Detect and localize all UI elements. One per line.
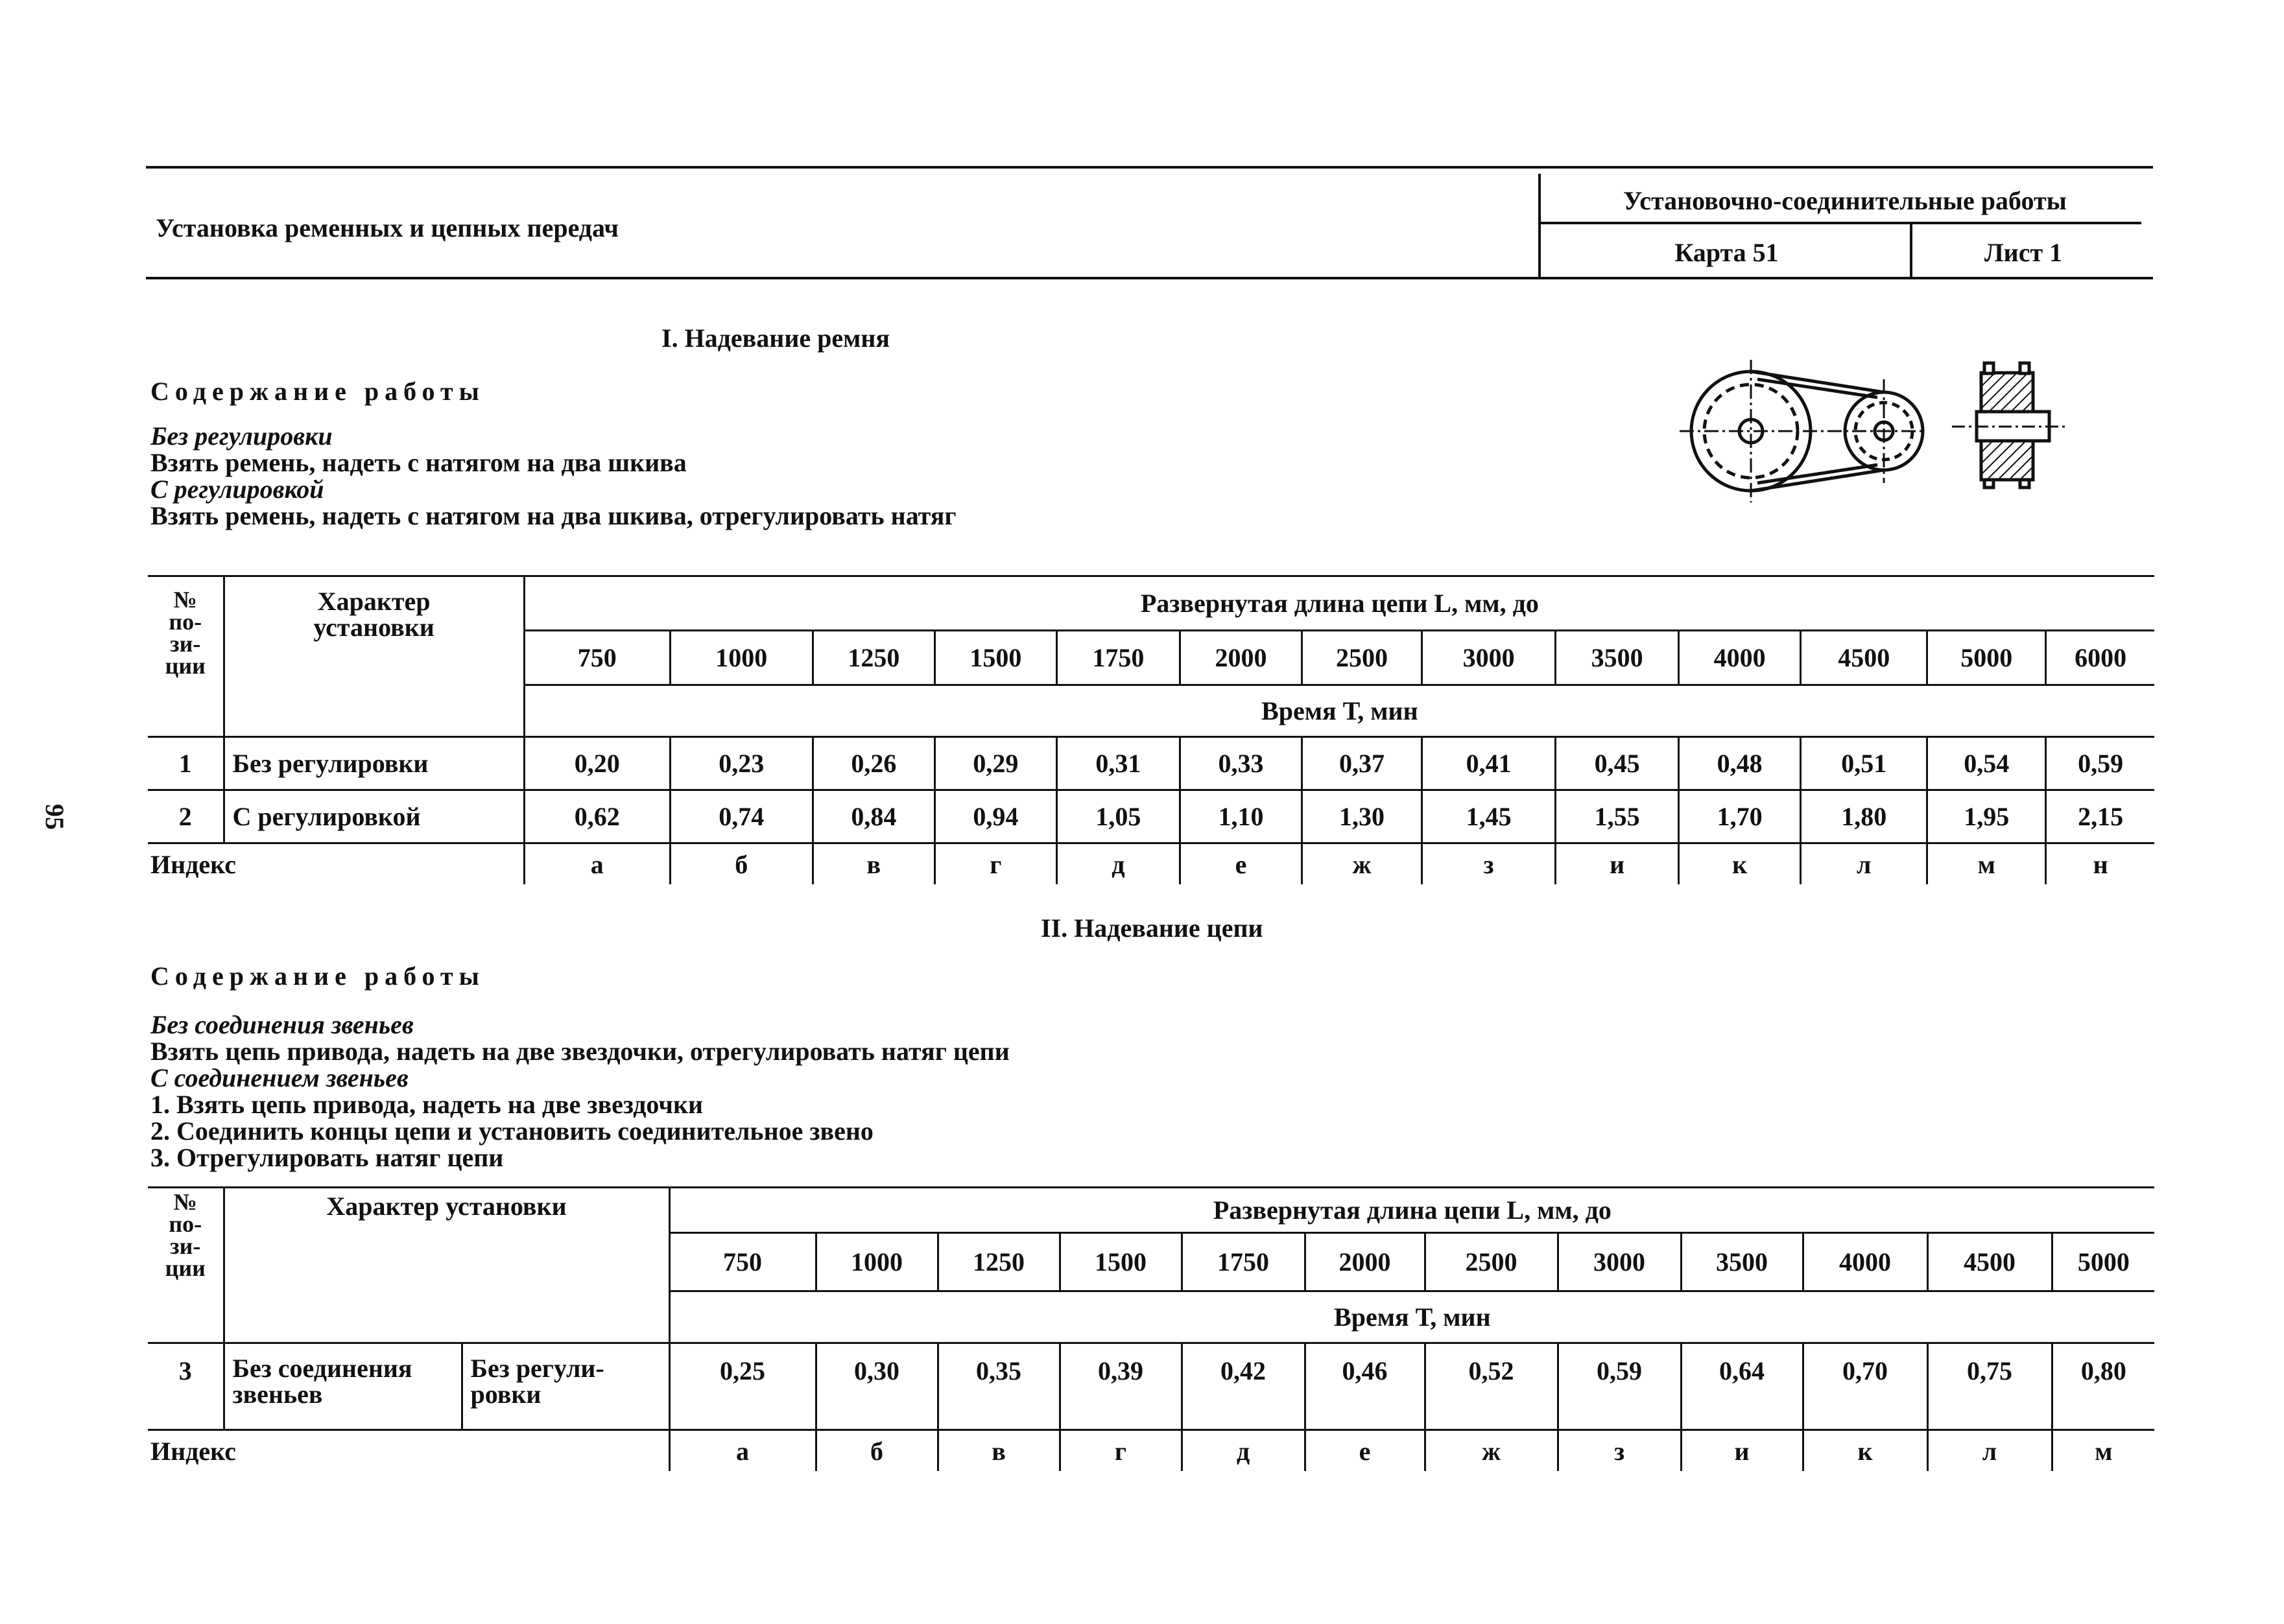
index-cell: л (1927, 1430, 2052, 1472)
length-cell: 750 (669, 1233, 816, 1291)
value-cell: 0,94 (934, 790, 1056, 843)
index-cell: а (524, 843, 670, 885)
sheet-label: Лист 1 (1984, 238, 2063, 267)
value-cell: 1,80 (1801, 790, 1927, 843)
index-label: Индекс (148, 1430, 669, 1472)
header-bottom-rule (146, 277, 2153, 279)
col-pos-header: № по- зи- ции (148, 576, 224, 737)
value-cell: 0,25 (669, 1343, 816, 1430)
section2-heading: II. Надевание цепи (1041, 913, 1263, 943)
section2-content-title: Содержание работы (150, 961, 485, 991)
length-cell: 3000 (1558, 1233, 1681, 1291)
value-cell: 1,05 (1056, 790, 1180, 843)
table-chain (148, 1186, 2154, 1471)
index-cell: г (1060, 1430, 1182, 1472)
index-cell: к (1679, 843, 1801, 885)
length-cell: 5000 (2052, 1233, 2154, 1291)
length-cell: 1250 (813, 631, 934, 685)
index-cell: з (1422, 843, 1556, 885)
value-cell: 0,52 (1425, 1343, 1558, 1430)
value-cell: 0,54 (1927, 737, 2046, 790)
value-cell: 0,35 (938, 1343, 1060, 1430)
category-label: Установочно-соединительные работы (1623, 186, 2067, 215)
header-mid-rule (1538, 222, 2141, 224)
sprocket-section-diagram (1952, 360, 2069, 489)
doc-title: Установка ременных и цепных передач (156, 213, 619, 242)
value-cell: 1,70 (1679, 790, 1801, 843)
index-cell: б (816, 1430, 938, 1472)
value-cell: 0,59 (1558, 1343, 1681, 1430)
length-cell: 1500 (934, 631, 1056, 685)
length-cell: 6000 (2046, 631, 2154, 685)
length-cell: 4500 (1927, 1233, 2052, 1291)
section2-text (150, 1011, 1010, 1171)
header-divider (1538, 174, 1541, 279)
value-cell: 1,45 (1422, 790, 1556, 843)
table-row (148, 1343, 2154, 1430)
index-cell: ж (1302, 843, 1422, 885)
length-cell: 5000 (1927, 631, 2046, 685)
index-cell: м (2052, 1430, 2154, 1472)
index-cell: ж (1425, 1430, 1558, 1472)
card-label: Карта 51 (1674, 238, 1779, 267)
index-cell: л (1801, 843, 1927, 885)
row-pos: 2 (148, 790, 224, 843)
value-cell: 0,29 (934, 737, 1056, 790)
section1-content-title: Содержание работы (150, 377, 485, 406)
index-cell: и (1681, 1430, 1803, 1472)
value-cell: 0,23 (670, 737, 813, 790)
value-cell: 0,20 (524, 737, 670, 790)
value-cell: 1,30 (1302, 790, 1422, 843)
value-cell: 0,51 (1801, 737, 1927, 790)
table-row (148, 790, 2154, 843)
index-cell: е (1305, 1430, 1425, 1472)
length-cell: 1000 (670, 631, 813, 685)
text-line: С соединением звеньев (150, 1063, 409, 1092)
value-cell: 0,46 (1305, 1343, 1425, 1430)
row-pos: 1 (148, 737, 224, 790)
value-cell: 0,75 (1927, 1343, 2052, 1430)
text-line: Взять ремень, надеть с натягом на два шкива, отрегулировать натяг (150, 501, 957, 530)
value-cell: 0,30 (816, 1343, 938, 1430)
index-label: Индекс (148, 843, 524, 885)
value-cell: 0,41 (1422, 737, 1556, 790)
index-cell: н (2046, 843, 2154, 885)
length-cell: 3500 (1556, 631, 1679, 685)
length-cell: 4000 (1803, 1233, 1927, 1291)
value-cell: 0,80 (2052, 1343, 2154, 1430)
value-cell: 1,55 (1556, 790, 1679, 843)
row-type-b: Без регули- ровки (462, 1343, 669, 1430)
header-card-divider (1910, 223, 1912, 279)
text-line: 1. Взять цепь привода, надеть на две звездочки (150, 1090, 704, 1119)
length-cell: 1250 (938, 1233, 1060, 1291)
page-number: 95 (40, 804, 69, 830)
value-cell: 1,10 (1180, 790, 1302, 843)
text-line: 3. Отрегулировать натяг цепи (150, 1143, 504, 1172)
index-cell: б (670, 843, 813, 885)
value-cell: 0,59 (2046, 737, 2154, 790)
text-line: Взять ремень, надеть с натягом на два шкива (150, 448, 687, 477)
value-cell: 0,84 (813, 790, 934, 843)
index-cell: д (1056, 843, 1180, 885)
table-belt (148, 575, 2154, 884)
length-cell: 1750 (1056, 631, 1180, 685)
index-cell: г (934, 843, 1056, 885)
row-type: Без регулировки (224, 737, 524, 790)
value-cell: 0,48 (1679, 737, 1801, 790)
value-cell: 0,26 (813, 737, 934, 790)
index-cell: и (1556, 843, 1679, 885)
value-cell: 0,74 (670, 790, 813, 843)
length-cell: 3500 (1681, 1233, 1803, 1291)
index-row (148, 1430, 2154, 1472)
length-header: Развернутая длина цепи L, мм, до (669, 1188, 2154, 1233)
length-cell: 4500 (1801, 631, 1927, 685)
value-cell: 0,39 (1060, 1343, 1182, 1430)
text-line: Взять цепь привода, надеть на две звездочки, отрегулировать натяг цепи (150, 1037, 1010, 1066)
index-cell: м (1927, 843, 2046, 885)
value-cell: 0,45 (1556, 737, 1679, 790)
text-line: С регулировкой (150, 475, 324, 504)
value-cell: 0,62 (524, 790, 670, 843)
text-line: Без регулировки (150, 421, 333, 451)
text-line: Без соединения звеньев (150, 1010, 414, 1039)
row-pos: 3 (148, 1343, 224, 1430)
length-cell: 2000 (1305, 1233, 1425, 1291)
value-cell: 0,37 (1302, 737, 1422, 790)
col-type-header: Характер установки (224, 576, 524, 737)
length-cell: 4000 (1679, 631, 1801, 685)
text-line: 2. Соединить концы цепи и установить соединительное звено (150, 1116, 874, 1146)
index-cell: з (1558, 1430, 1681, 1472)
index-cell: к (1803, 1430, 1927, 1472)
time-header: Время Т, мин (669, 1291, 2154, 1343)
value-cell: 0,70 (1803, 1343, 1927, 1430)
value-cell: 2,15 (2046, 790, 2154, 843)
length-cell: 1000 (816, 1233, 938, 1291)
value-cell: 0,31 (1056, 737, 1180, 790)
section1-heading: I. Надевание ремня (661, 324, 890, 353)
col-type-header: Характер установки (224, 1188, 669, 1343)
length-cell: 1750 (1182, 1233, 1305, 1291)
section1-text (150, 423, 957, 529)
index-cell: е (1180, 843, 1302, 885)
row-type: С регулировкой (224, 790, 524, 843)
length-cell: 2000 (1180, 631, 1302, 685)
header-top-rule (146, 166, 2153, 169)
value-cell: 0,33 (1180, 737, 1302, 790)
index-cell: д (1182, 1430, 1305, 1472)
length-cell: 2500 (1302, 631, 1422, 685)
value-cell: 1,95 (1927, 790, 2046, 843)
length-cell: 2500 (1425, 1233, 1558, 1291)
length-cell: 750 (524, 631, 670, 685)
length-header: Развернутая длина цепи L, мм, до (524, 576, 2154, 631)
table-row (148, 737, 2154, 790)
index-cell: в (938, 1430, 1060, 1472)
row-type-a: Без соединения звеньев (224, 1343, 462, 1430)
value-cell: 0,64 (1681, 1343, 1803, 1430)
length-cell: 1500 (1060, 1233, 1182, 1291)
index-cell: в (813, 843, 934, 885)
time-header: Время Т, мин (524, 685, 2154, 737)
col-pos-header: № по- зи- ции (148, 1188, 224, 1343)
length-cell: 3000 (1422, 631, 1556, 685)
index-row (148, 843, 2154, 885)
value-cell: 0,42 (1182, 1343, 1305, 1430)
index-cell: а (669, 1430, 816, 1472)
